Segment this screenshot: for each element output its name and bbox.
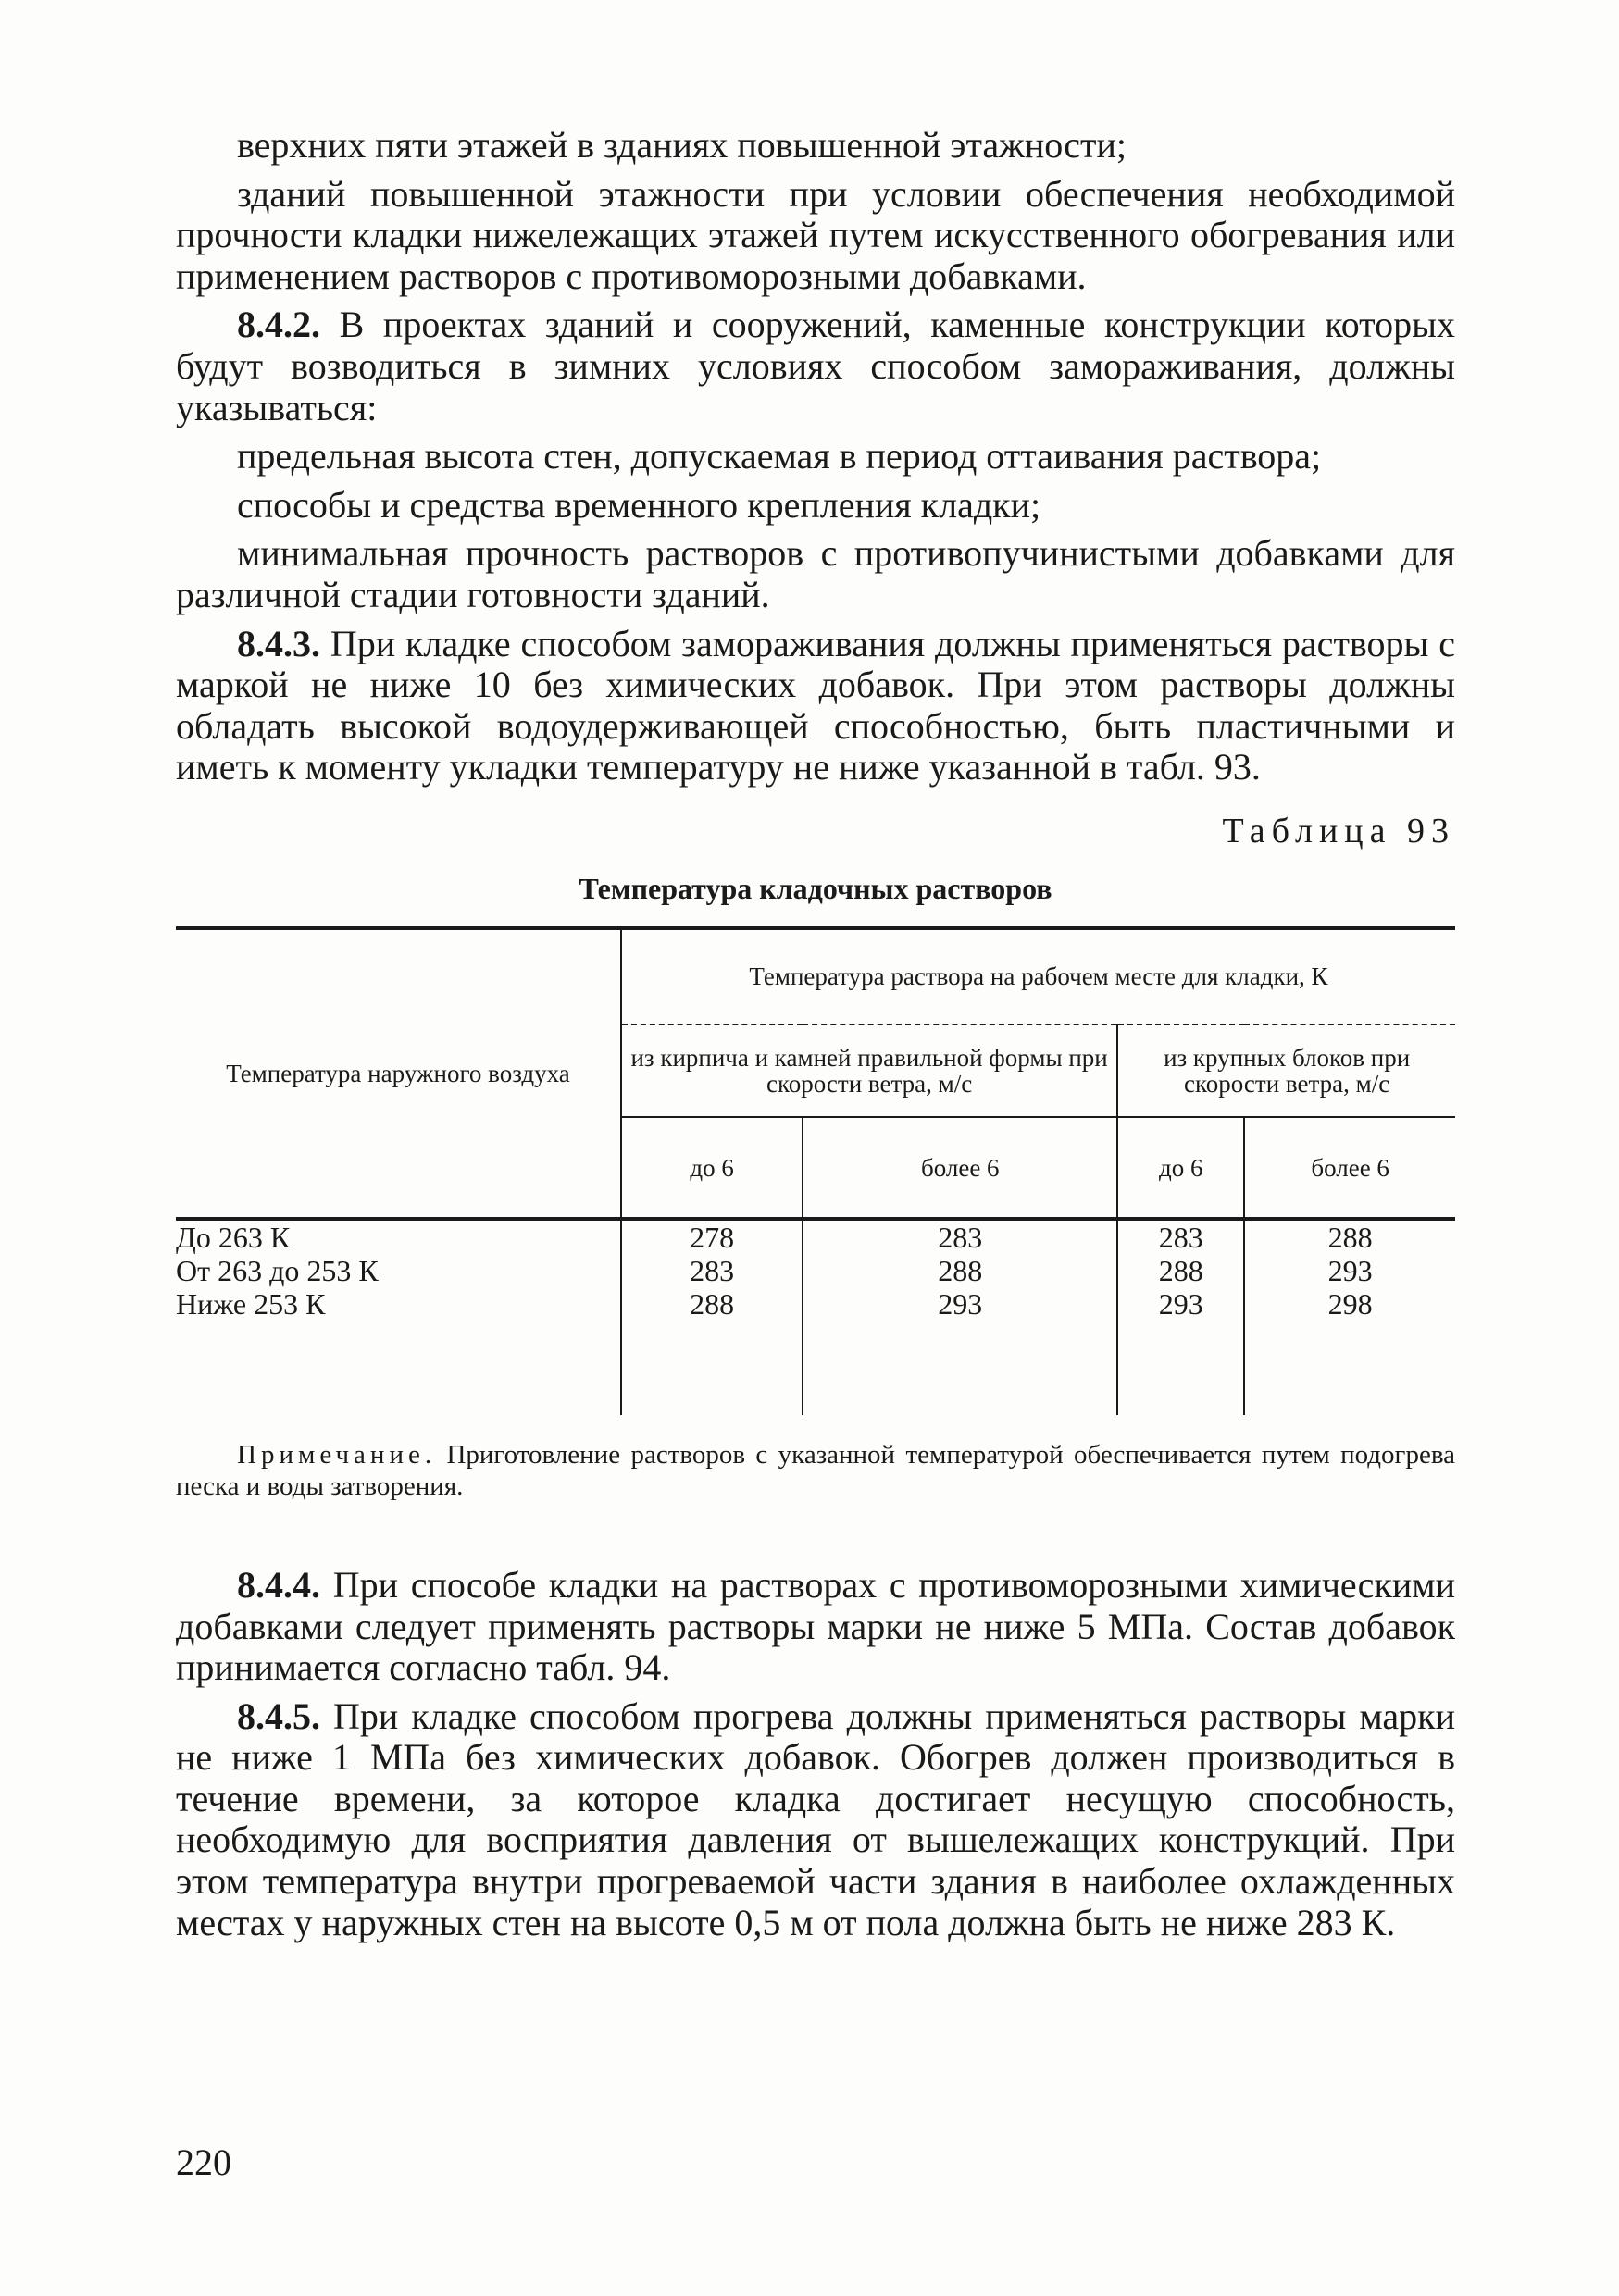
cell-value: 278 [690,1220,735,1254]
section-text: В проектах зданий и сооружений, каменные конструкции которых будут возводиться в зимних условиях способом замораживания, должны указываться: [176,304,1455,428]
header-wind: более 6 [803,1117,1117,1219]
list-item: минимальная прочность растворов с противопучинистыми добавками для различной стадии готовности зданий. [176,532,1455,615]
cell-value: 283 [1158,1220,1203,1254]
blocks-wind-gt6-cell [1244,1219,1455,1415]
air-temperature-cell [176,1219,621,1415]
cell-value: 293 [1327,1253,1373,1287]
cell-value: До 263 К [176,1220,291,1254]
intro-line-1: верхних пяти этажей в зданиях повышенной этажности; [237,124,1127,166]
intro-line-2: зданий повышенной этажности при условии обеспечения необходимой прочности кладки нижележащих этажей путем искусственного обогревания или применением растворов с противоморозными добавками. [176,172,1455,297]
section-number: 8.4.2. [237,304,320,346]
cell-value: 293 [1158,1286,1203,1321]
page-body [176,125,1455,1951]
brick-wind-le6-cell [621,1219,803,1415]
table-title: Температура кладочных растворов [579,871,1052,905]
mortar-temperature-table [176,926,1455,1415]
section-number: 8.4.4. [237,1563,320,1606]
note-text: Приготовление растворов с указанной температурой обеспечивается путем подогрева песка и воды затворения. [176,1439,1455,1501]
header-wind: до 6 [621,1117,803,1219]
cell-value: 283 [690,1253,735,1287]
cell-value: От 263 до 253 К [176,1253,379,1287]
section-8-4-3 [176,624,1455,788]
cell-value: 288 [690,1286,735,1321]
cell-value: 293 [938,1286,983,1321]
header-group-brick: из кирпича и камней правильной формы при скорости ветра, м/с [621,1024,1117,1118]
table-row [176,1219,1455,1415]
cell-value: 298 [1327,1286,1373,1321]
table-note [176,1439,1455,1502]
brick-wind-gt6-cell [803,1219,1117,1415]
list-item: предельная высота стен, допускаемая в период оттаивания раствора; [237,435,1322,478]
section-text: При кладке способом прогрева должны применяться растворы марки не ниже 1 МПа без химических добавок. Обогрев должен производиться в течение времени, за которое кладка достигает несущую способность, необходимую для восприятия давления от вышележащих конструкций. При этом температура внутри прогреваемой части здания в наиболее охлажденных местах у наружных стен на высоте 0,5 м от пола должна быть не ниже 283 К. [176,1694,1456,1943]
blocks-wind-le6-cell [1117,1219,1244,1415]
header-group-blocks: из крупных блоков при скорости ветра, м/с [1117,1024,1455,1118]
note-label: Примечание. [237,1439,437,1470]
section-text: При кладке способом замораживания должны применяться растворы с маркой не ниже 10 без химических добавок. При этом растворы должны обладать высокой водоудерживающей способностью, быть пластичными и иметь к моменту укладки температуру не ниже указанной в табл. 93. [176,622,1455,788]
section-8-4-4 [176,1565,1455,1689]
table-caption: Таблица 93 [1222,811,1455,850]
section-8-4-2 [176,304,1455,428]
section-8-4-5 [176,1696,1455,1944]
cell-value: Ниже 253 К [176,1286,326,1321]
page-number: 220 [176,2141,231,2183]
header-wind: до 6 [1117,1117,1244,1219]
header-air-temperature: Температура наружного воздуха [176,928,621,1219]
section-text: При способе кладки на растворах с противоморозными химическими добавками следует применять растворы марки не ниже 5 МПа. Состав добавок принимается согласно табл. 94. [176,1563,1455,1689]
cell-value: 288 [1327,1220,1373,1254]
section-number: 8.4.3. [237,622,320,664]
section-number: 8.4.5. [237,1694,320,1737]
header-mortar-temperature: Температура раствора на рабочем месте для кладки, К [621,928,1455,1024]
list-item: способы и средства временного крепления кладки; [237,483,1041,526]
cell-value: 283 [938,1220,983,1254]
header-wind: более 6 [1244,1117,1455,1219]
cell-value: 288 [1158,1253,1203,1287]
cell-value: 288 [938,1253,983,1287]
